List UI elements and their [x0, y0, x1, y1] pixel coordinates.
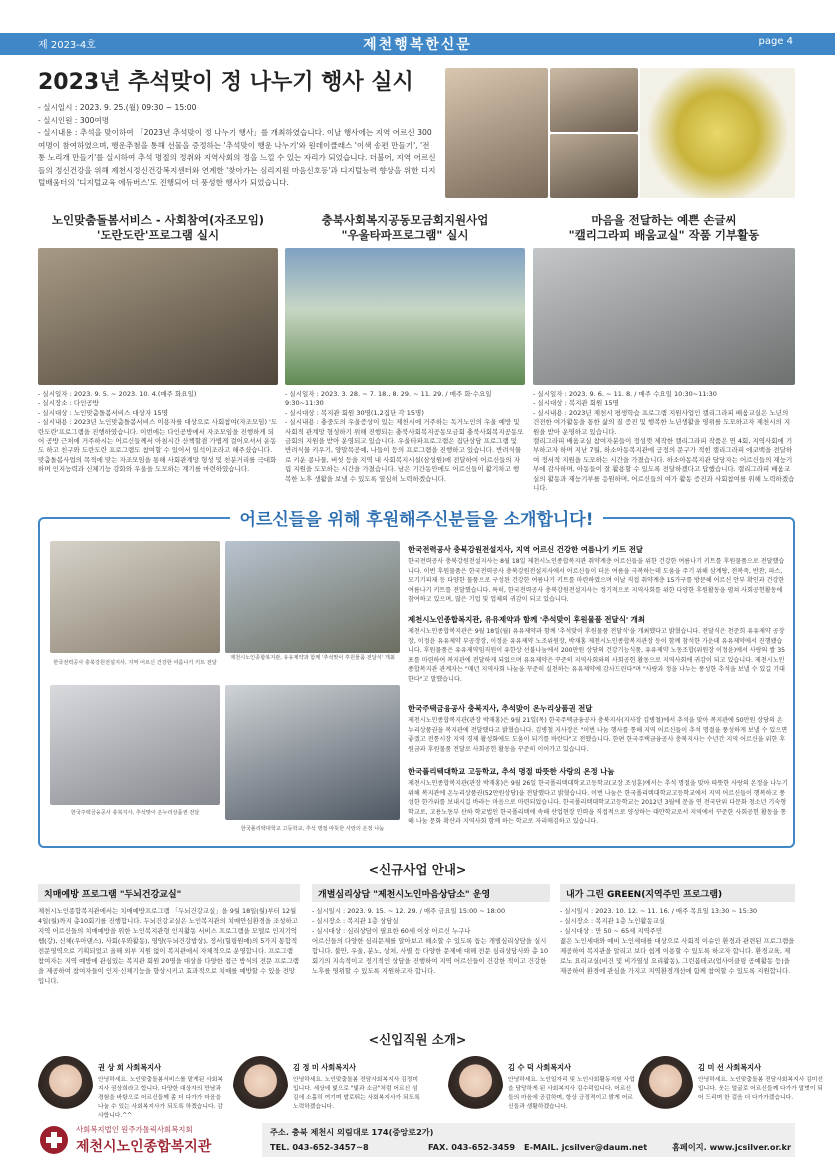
- cross-logo-icon: [40, 1126, 68, 1154]
- photo-caption: 한국폴리텍대학교 고등학교, 추석 명절 따뜻한 사랑의 온정 나눔: [240, 826, 385, 832]
- sponsor-section-title: [38, 505, 795, 530]
- column-2-text: - 실시일자 : 2023. 3. 28. ~ 7. 18., 8. 29. ~ 11. 29. / 매주 화·수요일 9:30~11:30 - 실시대상 : 복지관 회원 30명(1,2집단 각 15명) - 실시내용 : 충중도의 우울증상이 있는 제천시에 거주하는 독거노인의 우울 예방 및 사회적 관계망 형성하기 위해 진행되는 충북사회복지공동모금회 충북사회복지공동모금회의 지원을 받아 운영되고 있습니다. 우울타파프로그램은 집단상담 프로그램 및 반려식물 키우기, 양말목공예, 나들이 등의 프로그램을 진행하고 있습니다. 반려식물로 키운 콩나물, 버섯 등을 지역 내 사회복지시설(삼성원)에 전달하여 어르신들의 자립 지원을 도모하는 시간을 가졌습니다. 남은 기간동안에도 어르신들이 활기차고 행복한 노후 생활을 보낼 수 있도록 열심히 노력하겠습니다.: [285, 390, 524, 483]
- sponsor-item-title: 한국폴리텍대학교 고등학교, 추석 명절 따뜻한 사랑의 온정 나눔: [408, 767, 615, 776]
- sponsor-item-text: 제천시노인종합복지관(관장 박재홍)은 9월 26일 한국폴리텍대학교고등학교(교장 조성훈)에서는 추석 명절을 맞아 따뜻한 사랑의 온정을 나누기 위해 복지관에 온누리상품권(52만원상당)을 전달했다고 밝혔습니다. 이번 나눔은 한국폴리텍대학교고등학교에서 지역 어르신들이 행복하고 풍성한 한가위를 보내시길 바라는 마음으로 마련되었습니다. 한국폴리텍대학교고등학교는 2012년 3월에 문을 연 전국단위 다문화 청소년 기숙형 학교로, 고용노동부 산하 학교법인 한국폴리텍에 속해 산업현장 인력을 직접적으로 양성하는 대안학교로서 지역에서 꾸준한 사회공헌 활동을 통해 나눔 문화 확산과 지역사회 함께 하는 학교로 자리매김하고 있습니다.: [408, 780, 788, 826]
- new-program-title: 개별심리상담 "제천시노인마음상담소" 운영: [312, 884, 550, 902]
- column-1-title: [38, 213, 278, 243]
- staff-name: 김 수 덕 사회복지사: [508, 1063, 572, 1072]
- sponsor-item: [408, 544, 788, 605]
- org-parent: 사회복지법인 원주가톨릭사회복지회: [76, 1125, 193, 1134]
- phone: TEL. 043-652-3457~8: [270, 1142, 369, 1152]
- photo-yuyu-donation: [225, 541, 400, 653]
- photo-event-hall: [550, 68, 638, 132]
- sponsor-item-text: 제천시노인종합복지관은 9월 18일(월) 유유제약과 함께 '추석맞이 후원물품 전달식'을 개최했다고 밝혔습니다. 전달식은 천준희 유유제약 공장장, 이정윤 유유제약 부공장장, 이정윤 유유제약 노조위원장, 박재홍 제천시노인종합복지관장 등이 함께 참석한 가운데 유유제약에서 진행됐습니다. 후원물품은 유유제약임직원이 유한상 선불나눔에서 200만원 상당의 건강기능식품, 유유제약 노동조합(위원장 이정윤)에서 사랑의 쌀 35포를 마련하여 복지관에 전달하게 되었으며 유유제약은 꾸준히 지역사회와의 사회공헌 활동으로 지역사회에 귀감이 되고 있습니다. 제천시노인종합복지관 관계자는 "매년 지역사회 나눔을 꾸준히 실천하는 유유제약에 감사드린다"며 "사랑과 정을 나누는 풍성한 추석을 보낼 수 있길 기대한다"고 말했습니다.: [408, 628, 785, 683]
- new-program-text: - 실시일시 : 2023. 10. 12. ~ 11. 16. / 매주 목요일 13:30 ~ 15:30 - 실시장소 : 복지관 1층 노인활동교실 - 실시대상 : 만 50 ~ 65세 지역주민 젊은 노인세대와 예비 노인세대를 대상으로 사회적 이슈인 환경과 관련된 프로그램을 제공하여 복지관을 알리고 보다 쉽게 이용할 수 있도록 하고자 합니다. 환경교육, 제로노 요리교실(비건 및 비가열성 요리활동), 그린폼테코(업사이클링 공예활동 등)을 제공하여 환경에 관심을 가지고 지역환경개선에 함께 참여할 수 있도록 지원합니다.: [560, 907, 795, 975]
- sponsor-item-title: 한국전력공사 충북강원전설지사, 지역 어르신 건강한 여름나기 키트 전달: [408, 545, 644, 554]
- column-2-title: [285, 213, 525, 243]
- new-programs-heading: <신규사업 안내>: [368, 862, 467, 877]
- contact-box: [262, 1123, 795, 1157]
- column-3-title-line1: 마음을 전달하는 예쁜 손글씨: [591, 213, 737, 227]
- sponsor-item-text: 제천시노인종합복지관(관장 박재홍)은 9월 21일(목) 한국주택금융공사 충북지사(지사장 김병철)에서 추석을 맞아 복지관에 50만원 상당의 온누리상품권을 복지관에 전달했다고 밝혔습니다. 김병철 지사장은 "이번 나눔 행사를 통해 지역 어르신들이 추석 명절을 풍성하게 보낼 수 있으면 좋겠고 전통시장 지역 경제 활성화에도 도움이 되기를 바란다"고 전했습니다. 한편 한국주택금융공사 충북지사는 수년간 지역 어르신을 위한 후원금과 후원물품 전달로 사회공헌 활동을 꾸준히 이어가고 있습니다.: [408, 717, 788, 753]
- staff-intro: 안녕하세요. 노인일자리 및 노인사회활동지원 사업을 담당하게 된 사회복지사 김수덕입니다. 어르신들의 마음에 공감하며, 항상 긍정적이고 밝게 어르신들과 생활하겠습니다.: [508, 1077, 635, 1110]
- page-number: page 4: [758, 36, 793, 47]
- new-program-item: [38, 884, 300, 986]
- photo-craft-class: [550, 134, 638, 198]
- column-1-title-line1: 노인맞춤돌봄서비스 - 사회참여(자조모임): [51, 213, 265, 227]
- avatar: [233, 1056, 288, 1118]
- new-program-title: 내가 그린 GREEN(지역주민 프로그램): [560, 884, 795, 902]
- main-article-title: 2023년 추석맞이 정 나누기 행사 실시: [38, 70, 414, 95]
- photo-caption: 제천시노인종합복지관, 유유제약과 함께 '추석맞이 후원물품 전달식' 개최: [230, 655, 395, 661]
- photo-doran-program: [38, 248, 278, 385]
- sponsor-item-title: 제천시노인종합복지관, 유유제약과 함께 '추석맞이 후원물품 전달식' 개최: [408, 615, 645, 624]
- staff-name: 김 미 선 사회복지사: [698, 1063, 762, 1072]
- photo-songpyeon-plate: [640, 68, 795, 198]
- column-3-title: [533, 213, 795, 243]
- photo-kepco-kit-delivery: [50, 541, 220, 653]
- column-2-title-line2: "우울타파프로그램" 실시: [341, 228, 469, 242]
- photo-depression-program-group: [285, 248, 525, 385]
- sponsor-item-text: 한국전력공사 충북강원전설지사는 8월 18일 제천시노인종합복지관 취약계층 어르신들을 위한 건강한 여름나기 키트를 후원물품으로 전달했습니다. 이번 후원물품은 한국전력공사 충북강원전설지사에서 어르신들이 더운 여름을 극복하는데 도움을 주기 위해 삼계탕, 전복죽, 반찬, 파스, 모기기피제 등 다양한 물품으로 구성된 건강한 여름나기 키트를 마련하였으며 이날 직접 취약계층 15가구를 방문해 어르신 안부 확인과 건강한 여름나기 키트를 전달했습니다. 특히, 한국전력공사 충북강원전설지사는 정기적으로 지역사회를 위한 다양한 후원활동을 펼쳐 사회공헌활동에 참여하고 있으며, 많은 기업 및 업체의 귀감이 되고 있습니다.: [408, 558, 785, 604]
- photo-caption: 한국전력공사 충북강원전설지사, 지역 어르신 건강한 여름나기 키트 전달: [53, 660, 217, 666]
- new-program-item: [560, 884, 795, 976]
- org-name: 제천시노인종합복지관: [76, 1139, 212, 1155]
- new-staff-heading: <신입직원 소개>: [368, 1032, 467, 1047]
- photo-hf-gift-certificate: [50, 685, 220, 805]
- column-1-title-line2: '도란도란'프로그램 실시: [96, 228, 220, 242]
- issue-number: 제 2023-4호: [38, 40, 96, 51]
- website[interactable]: 홈페이지. www.jcsilver.or.kr: [672, 1142, 791, 1152]
- newspaper-title: 제천행복한신문: [363, 37, 472, 53]
- sponsor-item: [408, 614, 788, 685]
- sponsor-item: [408, 703, 788, 754]
- staff-name: 김 정 미 사회복지사: [293, 1063, 357, 1072]
- address: 주소. 충북 제천시 의림대로 174(중앙로2가): [270, 1127, 434, 1137]
- staff-intro: 안녕하세요. 노인맞춤돌봄서비스를 맡게된 사회복지사 권상희라고 합니다. 다양한 대상자의 만남과 경험을 바탕으로 어르신들께 좀 더 다가가 마음을 나눌 수 있는 사회복지사가 되도록 하겠습니다. 감사합니다.^^: [98, 1077, 223, 1119]
- column-2-title-line1: 충북사회복지공동모금회지원사업: [321, 213, 489, 227]
- column-3-text: - 실시일자 : 2023. 9. 6. ~ 11. 8. / 매주 수요일 10:30~11:30 - 실시대상 : 복지관 회원 15명 - 실시내용 : 2023년 제천시 평생학습 프로그램 지원사업인 캘리그라피 배움교실은 노년의 건전한 여가활동을 통한 삶의 질 증진 및 행복한 노년생활을 영위를 도모하고자 제천시의 지원을 받아 운영하고 있습니다. 캘리그라피 배움교실 참여자분들이 정성껏 제작한 캘리그라피 작품은 연 4회, 지역사회에 기부하고자 하며 지난 7월, 하소아동복지관에 긍정의 문구가 적힌 캘리그라피 에코백을 전달하여 정서적 지원을 도모하는 시간을 가졌습니다. 하소아동복지관 담당자는 어르신들의 재능기부에 감사하며, 아동들이 잘 활용할 수 있도록 전달하겠다고 답했습니다. 캘리그라피 배움교실의 활동과 재능기부를 응원하며, 어르신들의 여가 활동 증진과 사회참여를 위해 노력하겠습니다.: [533, 390, 795, 493]
- main-article-info: - 실시일시 : 2023. 9. 25.(월) 09:30 ~ 15:00 - 실시인원 : 300여명 - 실시내용 : 추석을 맞이하여 「2023년 추석맞이 정 나누기 행사」를 개최하였습니다. 이날 행사에는 지역 어르신 300여명이 참여하였으며, 행운추첨을 통해 선물을 증정하는 '추석맞이 행운 나누기'와 원데이클래스 '이색 송편 만들기', '전통 노리개 만들기'를 실시하여 추석 명절의 정취와 지역사회의 정을 느낄 수 있는 자리가 되었습니다. 더불어, 지역 어르신들의 정신건강을 위해 제천시정신건강복지센터와 연계한 '찾아가는 심리지원 마음신호등'과 디지털능력 향상을 위한 디지털배움터의 '디지털교육 에듀버스'도 진행되어 더 풍성한 행사가 되었습니다.: [38, 103, 436, 187]
- staff-name: 권 상 희 사회복지사: [98, 1063, 162, 1072]
- page-footer: [0, 1123, 835, 1166]
- sponsor-item-title: 한국주택금융공사 충북지사, 추석맞이 온누리상품권 전달: [408, 704, 593, 713]
- column-3-title-line2: "캘리그라피 배움교실" 작품 기부활동: [568, 228, 760, 242]
- photo-calligraphy-class: [533, 248, 795, 385]
- sponsor-item: [408, 766, 788, 827]
- fax: FAX. 043-652-3459: [428, 1142, 516, 1152]
- avatar: [638, 1056, 693, 1118]
- email[interactable]: E-MAIL. jcsilver@daum.net: [524, 1142, 648, 1152]
- new-program-text: - 실시일시 : 2023. 9. 15. ~ 12. 29. / 매주 금요일 15:00 ~ 18:00 - 실시장소 : 복지관 1층 상담실 - 실시대상 : 심리상담이 필요한 60세 이상 어르신 누구나 어르신들의 다양한 심리문제를 알아보고 해소할 수 있도록 돕는 개별심리상담을 실시합니다. 불안, 우울, 분노, 상처, 사별 등 다양한 문제에 대해 전문 심리상담사와 총 10회기의 지속적이고 정기적인 상담을 진행하여 지역 어르신들이 건강한 적이고 건강한 노후를 영위할 수 있도록 지원하고자 합니다.: [312, 907, 549, 975]
- new-program-item: [312, 884, 550, 976]
- new-program-title: 치매예방 프로그램 "두뇌건강교실": [38, 884, 300, 902]
- staff-intro: 안녕하세요. 노인맞춤돌봄 전담사회복지사 김미선입니다. 웃는 얼굴로 어르신들께 다가가 말벗이 되어 드리며 한 걸음 더 다가가겠습니다.: [698, 1077, 823, 1101]
- staff-intro: 안녕하세요. 노인맞춤돌봄 전담사회복지사 김정미입니다. 세상에 빛으로 "빛과 소금"처럼 어르신 섬김에 소홀히 여기며 발로뛰는 사회복지사가 되도록 노력하겠습니다.: [293, 1077, 420, 1110]
- header-bar: [0, 33, 835, 55]
- photo-polytech-donation: [225, 685, 400, 820]
- photo-songpyeon-making: [445, 68, 548, 198]
- column-1-text: - 실시일자 : 2023. 9. 5. ~ 2023. 10. 4.(매주 화요일) - 실시장소 : 다인공방 - 실시대상 : 노인맞춤돌봄서비스 대상자 15명 - 실시내용 : 2023년 노인맞춤돌봄서비스 이용자를 대상으로 사회참여(자조모임) '도란도란'프로그램을 진행하였습니다. 이번에는 다인공방에서 자조모임을 진행하게 되어 공방 근처에 거주하시는 어르신들께서 아침시간 산책할겸 가볍게 걸어오셔서 운동도 하고 친구와 도란도란 프로그램도 참여할 수 있어서 일석이조라고 해주셨습니다. 맞춤돌봄사업의 목적에 맞는 자조모임을 통해 사회관계망 형성 및 친분거리를 극대화하며 인지능력과 신체기능 강화와 우울을 도모하는 계기를 마련하였습니다.: [38, 390, 278, 474]
- page-header: [0, 0, 835, 58]
- sponsor-heading-text: 어르신들을 위해 후원해주신분들을 소개합니다!: [230, 510, 604, 530]
- photo-caption: 한국주택금융공사 충북지사, 추석맞이 온누리상품권 전달: [70, 810, 200, 816]
- new-program-text: 제천시노인종합복지관에서는 치매예방프로그램 「두뇌건강교실」을 9월 18일(월)부터 12월 4일(월)까지 총10회기를 진행합니다. 두뇌건강교실은 노인복지관의 치매안심환경을 조성하고 지역 어르신들의 치매예방을 위한 노인복지관형 인지활동 서비스 프로그램을 모델로 인지기억쌤(강), 신체(우아댄스), 사회(우와활동), 영양(두뇌건강밥상), 정서(힐링원예)의 5가지 통합적 전문영역으로 기획되었고 올해 외부 지원 없이 복지관에서 자체적으로 운영합니다. 프로그램 참여자는 지역 예방에 관심있는 복지관 회원 20명을 대상을 다양한 접근 방식의 전문 프로그램을 제공하여 참여자들이 인지·신체기능을 향상시키고 효과적으로 치매를 예방할 수 있을 전망입니다.: [38, 907, 299, 985]
- avatar: [448, 1056, 503, 1118]
- avatar: [38, 1056, 93, 1118]
